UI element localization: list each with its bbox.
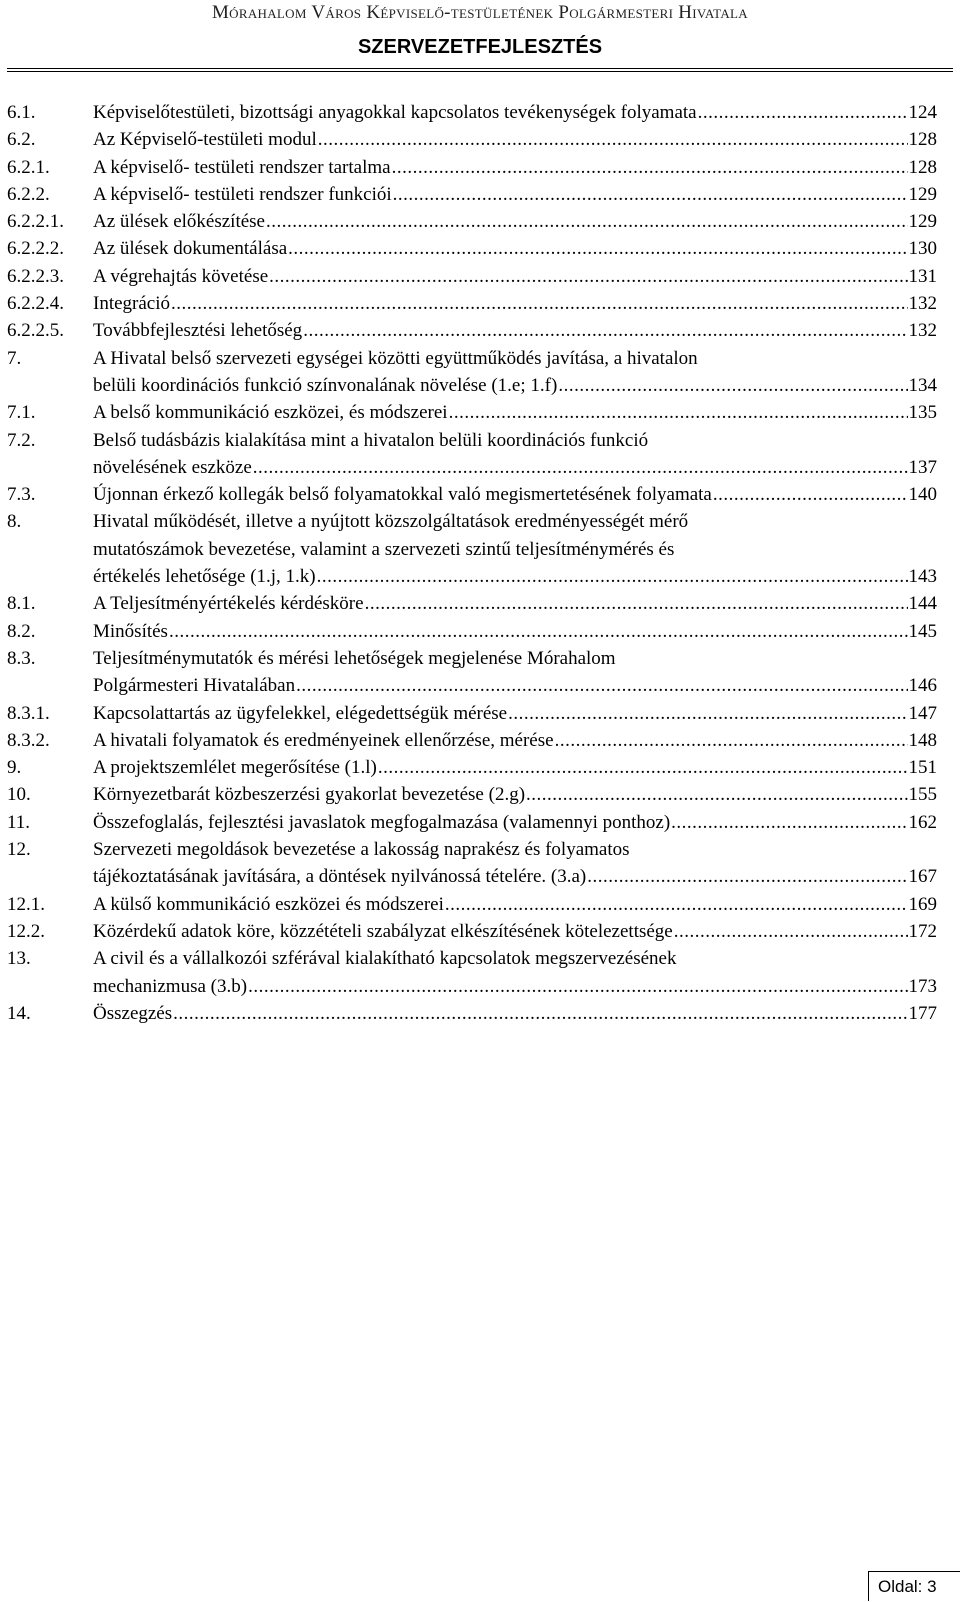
toc-entry-page: 128: [908, 129, 937, 151]
page-number-label: Oldal: 3: [878, 1577, 937, 1596]
toc-entry-title-line: Belső tudásbázis kialakítása mint a hivatalon belüli koordinációs funkció: [93, 429, 649, 451]
toc-dot-leader: [698, 99, 908, 126]
toc-entry-number: 6.2.1.: [7, 156, 50, 178]
toc-entry[interactable]: [0, 618, 960, 645]
toc-dot-leader: [558, 372, 907, 399]
toc-dot-leader: [266, 208, 908, 235]
toc-entry-number: 12.1.: [7, 893, 45, 915]
toc-entry-number: 6.1.: [7, 102, 36, 123]
toc-entry-page: 134: [908, 374, 937, 396]
toc-entry[interactable]: [0, 809, 960, 836]
toc-entry[interactable]: [0, 290, 960, 317]
toc-entry[interactable]: [0, 181, 960, 208]
toc-entry-page: 128: [908, 156, 937, 178]
toc-entry-title: növelésének eszköze: [93, 456, 252, 478]
toc-entry-page: 124: [908, 102, 937, 123]
toc-dot-leader: [393, 181, 908, 208]
toc-entry-title: Minősítés: [93, 620, 168, 642]
toc-entry-number: 6.2.2.1.: [7, 211, 64, 233]
toc-entry-title: Az ülések dokumentálása: [93, 238, 288, 260]
toc-dot-leader: [288, 235, 907, 262]
toc-entry-number: 6.2.2.4.: [7, 293, 64, 315]
toc-entry-title-line: Hivatal működését, illetve a nyújtott közszolgáltatások eredményességét mérő: [93, 511, 689, 533]
toc-dot-leader: [445, 891, 908, 918]
toc-entry-title: Összegzés: [93, 1002, 173, 1024]
toc-entry-page: 144: [908, 593, 937, 615]
toc-entry-title: belüli koordinációs funkció színvonalának növelése (1.e; 1.f): [93, 374, 558, 396]
toc-entry-number: 12.: [7, 839, 31, 861]
page-number-box: [868, 1571, 960, 1601]
toc-entry[interactable]: [0, 508, 960, 590]
toc-entry-number: 9.: [7, 757, 22, 779]
toc-entry-title: Az ülések előkészítése: [93, 211, 265, 233]
toc-entry-page: 151: [908, 757, 937, 779]
toc-entry-number: 8.2.: [7, 620, 36, 642]
toc-dot-leader: [318, 126, 908, 153]
toc-entry-number: 8.3.1.: [7, 702, 50, 724]
table-of-contents: [0, 99, 960, 1027]
toc-entry-title-line: mutatószámok bevezetése, valamint a szervezeti szintű teljesítménymérés és: [93, 538, 675, 560]
toc-entry-page: 130: [908, 238, 937, 260]
toc-entry[interactable]: [0, 345, 960, 400]
toc-dot-leader: [587, 863, 907, 890]
toc-entry-title-line: A civil és a vállalkozói szférával kialakítható kapcsolatok megszervezésének: [93, 948, 677, 970]
toc-entry-number: 13.: [7, 948, 31, 970]
toc-entry-number: 8.1.: [7, 593, 36, 615]
toc-dot-leader: [253, 454, 908, 481]
toc-dot-leader: [713, 481, 908, 508]
toc-dot-leader: [674, 918, 908, 945]
toc-entry[interactable]: [0, 399, 960, 426]
toc-entry-title: Összefoglalás, fejlesztési javaslatok megfogalmazása (valamennyi ponthoz): [93, 811, 671, 833]
toc-dot-leader: [671, 809, 907, 836]
toc-dot-leader: [365, 590, 908, 617]
toc-entry[interactable]: [0, 590, 960, 617]
toc-entry[interactable]: [0, 727, 960, 754]
toc-entry-number: 6.2.: [7, 129, 36, 151]
toc-entry-title: A belső kommunikáció eszközei, és módszerei: [93, 402, 448, 424]
toc-entry-page: 155: [908, 784, 937, 806]
toc-entry-title: tájékoztatásának javítására, a döntések nyilvánossá tételére. (3.a): [93, 866, 587, 888]
toc-dot-leader: [317, 563, 908, 590]
toc-entry-title: Képviselőtestületi, bizottsági anyagokkal kapcsolatos tevékenységek folyamata: [93, 102, 697, 123]
toc-entry-page: 162: [908, 811, 937, 833]
toc-entry-page: 146: [908, 675, 937, 697]
toc-dot-leader: [171, 290, 907, 317]
toc-entry-page: 132: [908, 293, 937, 315]
toc-entry-title: Kapcsolattartás az ügyfelekkel, elégedettségük mérése: [93, 702, 508, 724]
toc-entry-title: A hivatali folyamatok és eredményeinek ellenőrzése, mérése: [93, 729, 554, 751]
toc-entry-page: 131: [908, 265, 937, 287]
toc-entry-number: 11.: [7, 811, 31, 833]
toc-entry[interactable]: [0, 99, 960, 126]
toc-entry-page: 167: [908, 866, 937, 888]
toc-entry-page: 147: [908, 702, 937, 724]
toc-dot-leader: [303, 317, 907, 344]
toc-dot-leader: [378, 754, 908, 781]
toc-entry-number: 6.2.2.2.: [7, 238, 64, 260]
toc-entry-title: A külső kommunikáció eszközei és módszerei: [93, 893, 444, 915]
toc-entry-title: A projektszemlélet megerősítése (1.l): [93, 757, 377, 779]
toc-entry-title: Továbbfejlesztési lehetőség: [93, 320, 303, 342]
toc-dot-leader: [555, 727, 908, 754]
toc-dot-leader: [526, 781, 907, 808]
header-divider: [7, 68, 953, 72]
toc-entry-title: A képviselő- testületi rendszer funkciói: [93, 183, 392, 205]
toc-entry-title: Polgármesteri Hivatalában: [93, 675, 296, 697]
toc-entry-title: A Teljesítményértékelés kérdésköre: [93, 593, 364, 615]
toc-entry[interactable]: [0, 945, 960, 1000]
toc-entry[interactable]: [0, 235, 960, 262]
toc-entry-number: 6.2.2.: [7, 183, 50, 205]
toc-entry-title: Az Képviselő-testületi modul: [93, 129, 317, 151]
toc-dot-leader: [173, 1000, 907, 1027]
toc-entry-title: Újonnan érkező kollegák belső folyamatokkal való megismertetésének folyamata: [93, 484, 712, 506]
toc-entry[interactable]: [0, 891, 960, 918]
toc-entry[interactable]: [0, 836, 960, 891]
toc-entry[interactable]: [0, 126, 960, 153]
toc-entry[interactable]: [0, 781, 960, 808]
toc-entry[interactable]: [0, 427, 960, 482]
toc-dot-leader: [248, 973, 907, 1000]
toc-entry[interactable]: [0, 481, 960, 508]
toc-entry[interactable]: [0, 645, 960, 700]
toc-entry-number: 7.2.: [7, 429, 36, 451]
toc-entry-number: 6.2.2.5.: [7, 320, 64, 342]
page-header-subtitle: SZERVEZETFEJLESZTÉS: [357, 36, 603, 58]
toc-entry-title-line: Szervezeti megoldások bevezetése a lakosság naprakész és folyamatos: [93, 839, 630, 861]
toc-dot-leader: [508, 700, 907, 727]
toc-entry[interactable]: [0, 918, 960, 945]
toc-entry-page: 135: [908, 402, 937, 424]
toc-entry[interactable]: [0, 700, 960, 727]
toc-entry-page: 140: [908, 484, 937, 506]
toc-entry-page: 148: [908, 729, 937, 751]
toc-entry-number: 10.: [7, 784, 31, 806]
toc-entry-title: Közérdekű adatok köre, közzétételi szabályzat elkészítésének kötelezettsége: [93, 920, 673, 942]
toc-entry-page: 173: [908, 975, 937, 997]
toc-entry-page: 143: [908, 566, 937, 588]
toc-entry[interactable]: [0, 1000, 960, 1027]
toc-entry-page: 129: [908, 183, 937, 205]
toc-entry-title: A végrehajtás követése: [93, 265, 269, 287]
toc-entry-title: mechanizmusa (3.b): [93, 975, 248, 997]
toc-entry-number: 8.3.2.: [7, 729, 50, 751]
toc-entry-number: 8.3.: [7, 647, 36, 669]
toc-entry[interactable]: [0, 208, 960, 235]
toc-entry-title: értékelés lehetősége (1.j, 1.k): [93, 566, 316, 588]
toc-entry-page: 172: [908, 920, 937, 942]
page-header-title: Mórahalom Város Képviselő-testületének Polgármesteri Hivatala: [211, 2, 748, 23]
toc-entry-page: 145: [908, 620, 937, 642]
toc-dot-leader: [392, 154, 908, 181]
toc-dot-leader: [296, 672, 907, 699]
toc-entry-title: Integráció: [93, 293, 171, 315]
toc-entry-number: 7.1.: [7, 402, 36, 424]
toc-entry-number: 14.: [7, 1002, 31, 1024]
toc-entry[interactable]: [0, 263, 960, 290]
toc-dot-leader: [269, 263, 907, 290]
toc-entry-page: 137: [908, 456, 937, 478]
toc-entry[interactable]: [0, 317, 960, 344]
toc-entry-number: 7.: [7, 347, 22, 369]
toc-entry-number: 6.2.2.3.: [7, 265, 64, 287]
toc-entry-page: 177: [908, 1002, 937, 1024]
toc-entry-number: 7.3.: [7, 484, 36, 506]
toc-dot-leader: [169, 618, 908, 645]
toc-entry[interactable]: [0, 154, 960, 181]
toc-dot-leader: [449, 399, 908, 426]
toc-entry-page: 169: [908, 893, 937, 915]
toc-entry-title-line: A Hivatal belső szervezeti egységei közötti együttműködés javítása, a hivatalon: [93, 347, 698, 369]
toc-entry-number: 12.2.: [7, 920, 45, 942]
toc-entry-title: A képviselő- testületi rendszer tartalma: [93, 156, 391, 178]
toc-entry-page: 129: [908, 211, 937, 233]
toc-entry-title-line: Teljesítménymutatók és mérési lehetőségek megjelenése Mórahalom: [93, 647, 616, 669]
toc-entry[interactable]: [0, 754, 960, 781]
toc-entry-title: Környezetbarát közbeszerzési gyakorlat bevezetése (2.g): [93, 784, 526, 806]
toc-entry-page: 132: [908, 320, 937, 342]
toc-entry-number: 8.: [7, 511, 22, 533]
